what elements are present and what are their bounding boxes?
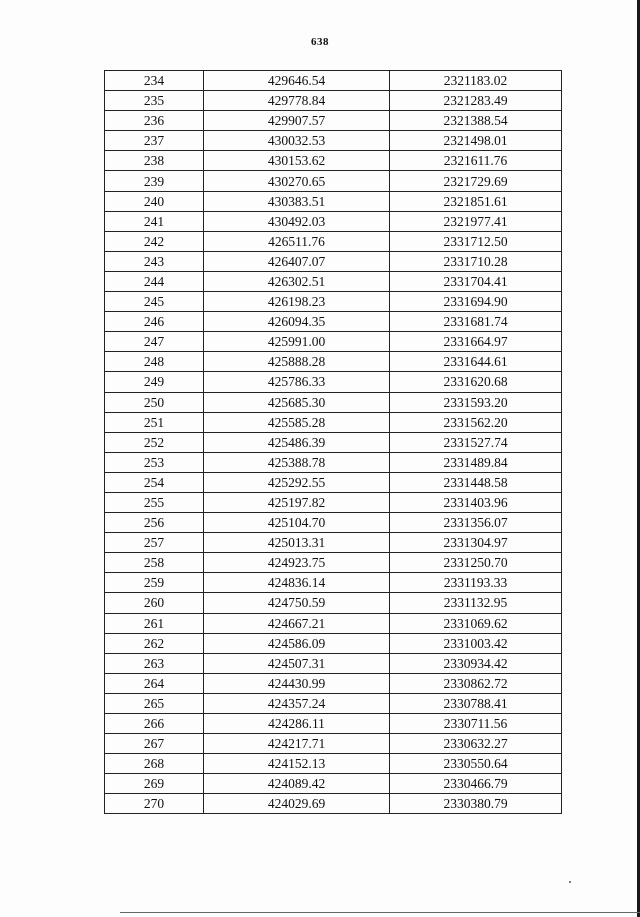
table-row [105, 653, 562, 673]
easting-cell: 426094.35 [204, 312, 390, 332]
table-row [105, 191, 562, 211]
table-row [105, 774, 562, 794]
northing-cell: 2331664.97 [390, 332, 562, 352]
northing-cell: 2321977.41 [390, 211, 562, 231]
easting-cell: 424089.42 [204, 774, 390, 794]
easting-cell: 426302.51 [204, 271, 390, 291]
easting-cell: 424286.11 [204, 714, 390, 734]
northing-cell: 2330862.72 [390, 673, 562, 693]
easting-cell: 425197.82 [204, 492, 390, 512]
northing-cell: 2330550.64 [390, 754, 562, 774]
easting-cell: 425388.78 [204, 452, 390, 472]
northing-cell: 2330466.79 [390, 774, 562, 794]
point-number-cell: 247 [105, 332, 204, 352]
point-number-cell: 260 [105, 593, 204, 613]
table-row [105, 693, 562, 713]
table-row [105, 292, 562, 312]
easting-cell: 425786.33 [204, 372, 390, 392]
point-number-cell: 240 [105, 191, 204, 211]
table-row [105, 171, 562, 191]
table-row [105, 71, 562, 91]
table-row [105, 271, 562, 291]
scan-speck [569, 881, 571, 883]
easting-cell: 426511.76 [204, 231, 390, 251]
table-row [105, 714, 562, 734]
easting-cell: 426407.07 [204, 251, 390, 271]
table-row [105, 352, 562, 372]
northing-cell: 2321851.61 [390, 191, 562, 211]
point-number-cell: 262 [105, 633, 204, 653]
point-number-cell: 253 [105, 452, 204, 472]
page-number: 638 [311, 36, 329, 48]
easting-cell: 429646.54 [204, 71, 390, 91]
easting-cell: 426198.23 [204, 292, 390, 312]
table-row [105, 553, 562, 573]
northing-cell: 2321283.49 [390, 91, 562, 111]
northing-cell: 2331620.68 [390, 372, 562, 392]
point-number-cell: 236 [105, 111, 204, 131]
table-row [105, 754, 562, 774]
easting-cell: 425888.28 [204, 352, 390, 372]
point-number-cell: 254 [105, 472, 204, 492]
table-row [105, 472, 562, 492]
northing-cell: 2321498.01 [390, 131, 562, 151]
northing-cell: 2331704.41 [390, 271, 562, 291]
easting-cell: 425292.55 [204, 472, 390, 492]
easting-cell: 424836.14 [204, 573, 390, 593]
point-number-cell: 264 [105, 673, 204, 693]
point-number-cell: 237 [105, 131, 204, 151]
table-row [105, 533, 562, 553]
northing-cell: 2321388.54 [390, 111, 562, 131]
northing-cell: 2331132.95 [390, 593, 562, 613]
point-number-cell: 266 [105, 714, 204, 734]
table-row [105, 513, 562, 533]
northing-cell: 2331069.62 [390, 613, 562, 633]
point-number-cell: 244 [105, 271, 204, 291]
point-number-cell: 256 [105, 513, 204, 533]
easting-cell: 425585.28 [204, 412, 390, 432]
point-number-cell: 263 [105, 653, 204, 673]
point-number-cell: 235 [105, 91, 204, 111]
easting-cell: 429778.84 [204, 91, 390, 111]
table-row [105, 91, 562, 111]
northing-cell: 2331593.20 [390, 392, 562, 412]
table-row [105, 452, 562, 472]
easting-cell: 424029.69 [204, 794, 390, 814]
northing-cell: 2331356.07 [390, 513, 562, 533]
northing-cell: 2331681.74 [390, 312, 562, 332]
point-number-cell: 243 [105, 251, 204, 271]
easting-cell: 424586.09 [204, 633, 390, 653]
easting-cell: 430492.03 [204, 211, 390, 231]
table-row [105, 432, 562, 452]
northing-cell: 2331403.96 [390, 492, 562, 512]
point-number-cell: 234 [105, 71, 204, 91]
table-row [105, 332, 562, 352]
northing-cell: 2330934.42 [390, 653, 562, 673]
northing-cell: 2331489.84 [390, 452, 562, 472]
easting-cell: 425685.30 [204, 392, 390, 412]
easting-cell: 424217.71 [204, 734, 390, 754]
table-row [105, 372, 562, 392]
easting-cell: 424152.13 [204, 754, 390, 774]
table-body [105, 71, 562, 814]
point-number-cell: 269 [105, 774, 204, 794]
easting-cell: 425991.00 [204, 332, 390, 352]
northing-cell: 2330380.79 [390, 794, 562, 814]
easting-cell: 424923.75 [204, 553, 390, 573]
northing-cell: 2331003.42 [390, 633, 562, 653]
northing-cell: 2331710.28 [390, 251, 562, 271]
easting-cell: 430032.53 [204, 131, 390, 151]
easting-cell: 430153.62 [204, 151, 390, 171]
northing-cell: 2331644.61 [390, 352, 562, 372]
point-number-cell: 248 [105, 352, 204, 372]
easting-cell: 424507.31 [204, 653, 390, 673]
point-number-cell: 268 [105, 754, 204, 774]
table-row [105, 573, 562, 593]
table-row [105, 251, 562, 271]
table-row [105, 151, 562, 171]
table-row [105, 794, 562, 814]
easting-cell: 424357.24 [204, 693, 390, 713]
northing-cell: 2331712.50 [390, 231, 562, 251]
table-row [105, 131, 562, 151]
northing-cell: 2330788.41 [390, 693, 562, 713]
table-row [105, 633, 562, 653]
northing-cell: 2331193.33 [390, 573, 562, 593]
point-number-cell: 239 [105, 171, 204, 191]
easting-cell: 425104.70 [204, 513, 390, 533]
northing-cell: 2331694.90 [390, 292, 562, 312]
point-number-cell: 249 [105, 372, 204, 392]
point-number-cell: 250 [105, 392, 204, 412]
table-row [105, 111, 562, 131]
table-row [105, 231, 562, 251]
easting-cell: 429907.57 [204, 111, 390, 131]
easting-cell: 425486.39 [204, 432, 390, 452]
northing-cell: 2331562.20 [390, 412, 562, 432]
easting-cell: 424750.59 [204, 593, 390, 613]
table-row [105, 312, 562, 332]
point-number-cell: 258 [105, 553, 204, 573]
northing-cell: 2330711.56 [390, 714, 562, 734]
table-row [105, 392, 562, 412]
point-number-cell: 261 [105, 613, 204, 633]
point-number-cell: 270 [105, 794, 204, 814]
northing-cell: 2321729.69 [390, 171, 562, 191]
coordinates-table-container [104, 70, 561, 814]
table-row [105, 492, 562, 512]
northing-cell: 2331250.70 [390, 553, 562, 573]
easting-cell: 430270.65 [204, 171, 390, 191]
table-row [105, 211, 562, 231]
point-number-cell: 265 [105, 693, 204, 713]
scan-edge-bottom [120, 912, 640, 913]
northing-cell: 2330632.27 [390, 734, 562, 754]
northing-cell: 2321611.76 [390, 151, 562, 171]
point-number-cell: 251 [105, 412, 204, 432]
coordinates-table [104, 70, 562, 814]
table-row [105, 673, 562, 693]
point-number-cell: 259 [105, 573, 204, 593]
northing-cell: 2331304.97 [390, 533, 562, 553]
easting-cell: 424667.21 [204, 613, 390, 633]
table-row [105, 593, 562, 613]
point-number-cell: 241 [105, 211, 204, 231]
table-row [105, 412, 562, 432]
point-number-cell: 242 [105, 231, 204, 251]
northing-cell: 2331527.74 [390, 432, 562, 452]
table-row [105, 734, 562, 754]
table-row [105, 613, 562, 633]
point-number-cell: 245 [105, 292, 204, 312]
point-number-cell: 267 [105, 734, 204, 754]
point-number-cell: 255 [105, 492, 204, 512]
point-number-cell: 257 [105, 533, 204, 553]
easting-cell: 430383.51 [204, 191, 390, 211]
point-number-cell: 238 [105, 151, 204, 171]
easting-cell: 425013.31 [204, 533, 390, 553]
point-number-cell: 246 [105, 312, 204, 332]
point-number-cell: 252 [105, 432, 204, 452]
northing-cell: 2331448.58 [390, 472, 562, 492]
northing-cell: 2321183.02 [390, 71, 562, 91]
easting-cell: 424430.99 [204, 673, 390, 693]
